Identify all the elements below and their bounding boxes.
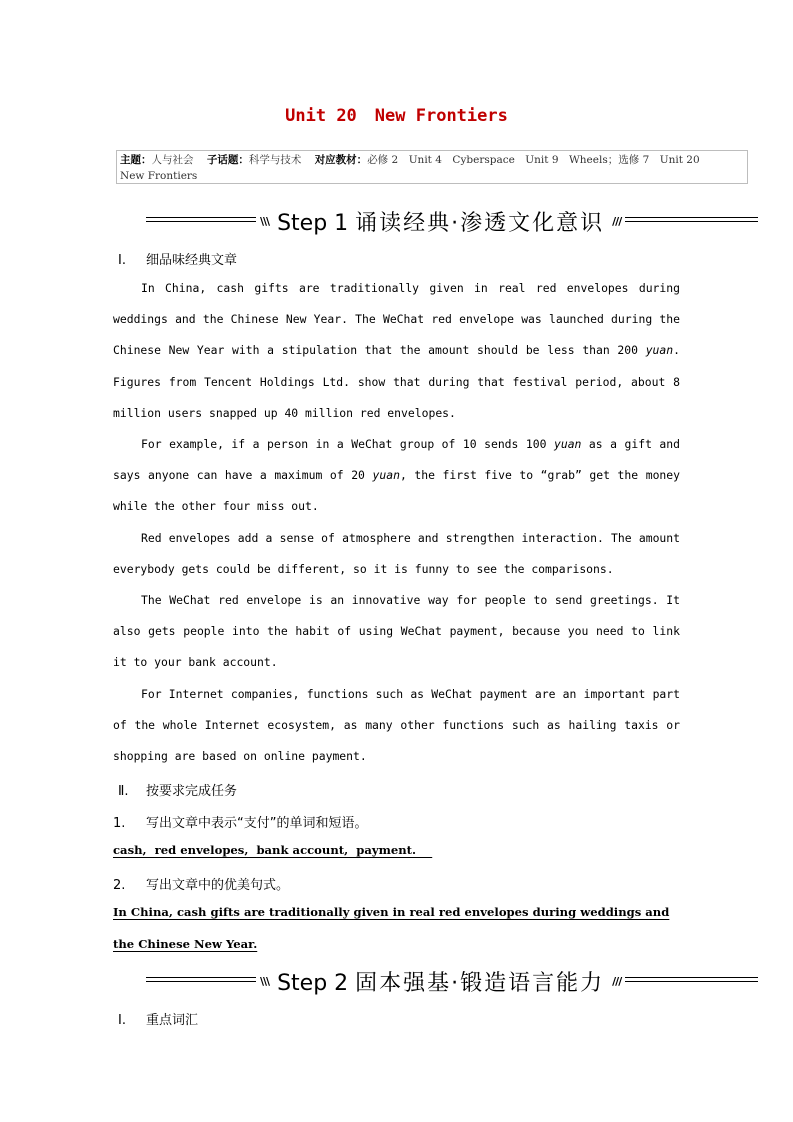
step2-heading bbox=[273, 966, 608, 997]
subtheme-value: 科学与技术 bbox=[248, 154, 302, 166]
textbook-line1: 必修 2 Unit 4 Cyberspace Unit 9 Wheels；选修 7 Unit 20 bbox=[367, 154, 700, 166]
section-title: 重点词汇 bbox=[146, 1013, 199, 1028]
unit-name: New Frontiers bbox=[374, 106, 508, 126]
passage-paragraph: The WeChat red envelope is an innovative way for people to send greetings. It also gets people into the habit of using WeChat payment, because you need to link it to your bank account. bbox=[113, 593, 680, 670]
section-title: 按要求完成任务 bbox=[146, 784, 238, 799]
task-question bbox=[113, 874, 289, 893]
passage-paragraph: In China, cash gifts are traditionally given in real red envelopes during weddings and the Chinese New Year. The WeChat red envelope was launched during the Chinese New Year with a stipulation that the amount should be less than 200 yuan. Figures from Tencent Holdings Ltd. show that during that festival period, about 8 million users snapped up 40 million red envelopes. bbox=[113, 281, 680, 420]
banner-slashes-right: /// bbox=[612, 974, 622, 988]
banner-slashes-left: \\\ bbox=[260, 214, 270, 228]
task-number: 2. bbox=[113, 878, 126, 893]
step2-banner bbox=[146, 965, 758, 997]
passage-paragraph: Red envelopes add a sense of atmosphere and strengthen interaction. The amount everybody gets could be different, so it is funny to see the comparisons. bbox=[113, 531, 680, 577]
theme-value: 人与社会 bbox=[151, 154, 194, 166]
unit-number: Unit 20 bbox=[285, 106, 357, 126]
banner-rule-left bbox=[146, 977, 256, 985]
page-title bbox=[0, 106, 793, 126]
section-title: 细品味经典文章 bbox=[146, 253, 238, 268]
subtheme-label: 子话题： bbox=[206, 154, 249, 166]
textbook-line2: New Frontiers bbox=[120, 170, 198, 182]
banner-slashes-right: /// bbox=[612, 214, 622, 228]
passage-paragraph: For example, if a person in a WeChat group of 10 sends 100 yuan as a gift and says anyone can have a maximum of 20 yuan, the first five to “grab” get the money while the other four miss out. bbox=[113, 437, 681, 514]
banner-rule-right bbox=[625, 977, 758, 985]
step2-cn: 固本强基·锻造语言能力 bbox=[355, 970, 605, 996]
task-text: 写出文章中表示“支付”的单词和短语。 bbox=[146, 816, 368, 831]
section-heading-3 bbox=[118, 1009, 198, 1028]
section-number: Ⅱ. bbox=[118, 784, 129, 799]
section-number: Ⅰ. bbox=[118, 1013, 126, 1028]
task-answer: cash, red envelopes, bank account, payment. bbox=[113, 843, 433, 857]
step1-cn: 诵读经典·渗透文化意识 bbox=[355, 210, 605, 236]
passage-paragraph: For Internet companies, functions such as WeChat payment are an important part of the whole Internet ecosystem, as many other functions such as hailing taxis or shopping are based on online payment. bbox=[113, 687, 680, 764]
step2-label: Step 2 bbox=[277, 970, 349, 996]
task-question bbox=[113, 812, 367, 831]
section-number: Ⅰ. bbox=[118, 253, 126, 268]
task-answer: In China, cash gifts are traditionally given in real red envelopes during weddings and the Chinese New Year. bbox=[113, 905, 670, 951]
section-heading-1 bbox=[118, 249, 237, 268]
theme-label: 主题： bbox=[120, 154, 152, 166]
banner-rule-right bbox=[625, 217, 758, 225]
task-text: 写出文章中的优美句式。 bbox=[146, 878, 290, 893]
banner-slashes-left: \\\ bbox=[260, 974, 270, 988]
step1-label: Step 1 bbox=[277, 210, 349, 236]
banner-rule-left bbox=[146, 217, 256, 225]
step1-banner bbox=[146, 205, 758, 237]
step1-heading bbox=[273, 206, 608, 237]
textbook-label: 对应教材： bbox=[314, 154, 368, 166]
section-heading-2 bbox=[118, 780, 237, 799]
task-number: 1. bbox=[113, 816, 126, 831]
topic-box bbox=[116, 150, 748, 184]
